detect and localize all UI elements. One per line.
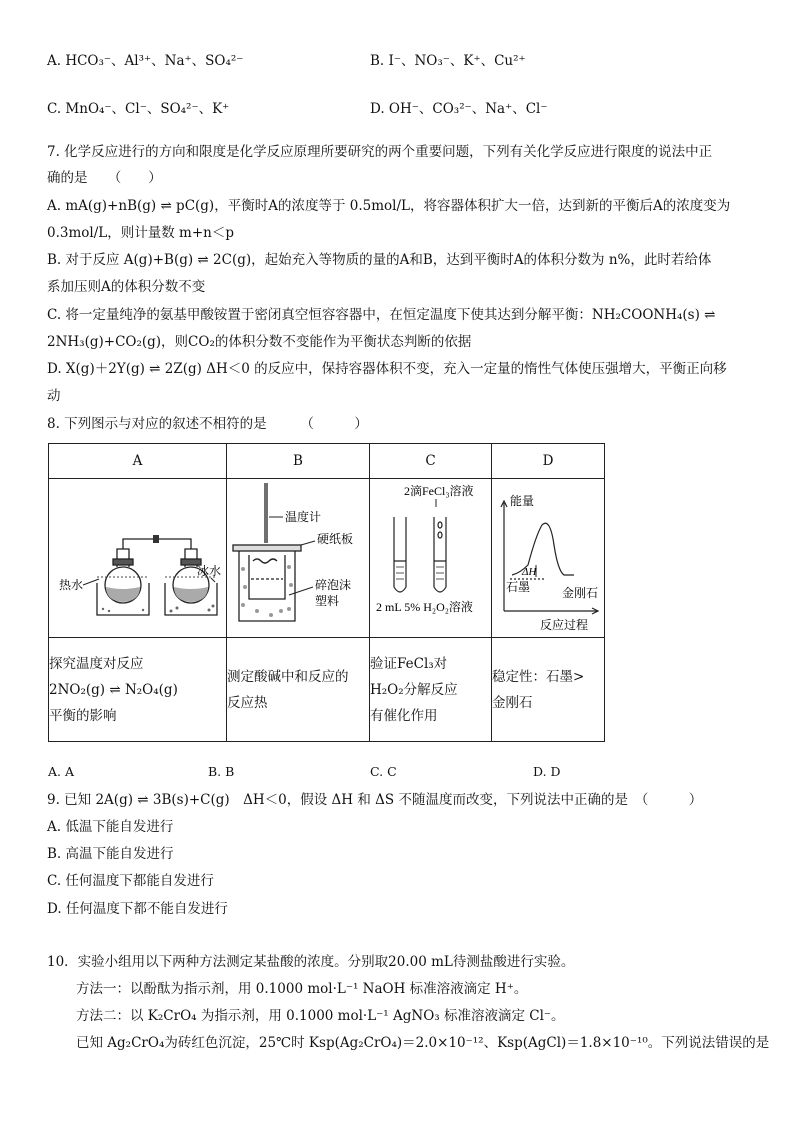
q9-option-c: C. 任何温度下都能自发进行 (47, 873, 214, 889)
desc-d-line1: 稳定性：石墨> (492, 668, 585, 685)
desc-b-line1: 测定酸碱中和反应的 (227, 668, 349, 685)
q7-option-b-line1: B. 对于反应 A(g)+B(g) ⇌ 2C(g)，起始充入等物质的量的A和B，达到平衡时A的体积分数为 n%，此时若给体 (47, 252, 712, 268)
desc-c-line1: 验证FeCl₃对 (370, 655, 448, 672)
q7-option-a-line1: A. mA(g)+nB(g) ⇌ pC(g)，平衡时A的浓度等于 0.5mol/L，将容器体积扩大一倍，达到新的平衡后A的浓度变为 (47, 198, 731, 214)
figure-a-flasks (49, 479, 226, 633)
q9-option-a: A. 低温下能自发进行 (47, 819, 174, 835)
header-a: A (49, 444, 227, 479)
figure-a-hot-water-label: 热水 (59, 578, 84, 592)
q7-option-d-line2: 动 (47, 388, 61, 404)
figure-b-cell (227, 479, 370, 638)
desc-b-cell (227, 638, 370, 742)
figure-b-lid-label: 硬纸板 (317, 532, 354, 546)
q10-method-1: 方法一：以酚酞为指示剂，用 0.1000 mol·L⁻¹ NaOH 标准溶液滴定 H⁺。 (76, 981, 528, 997)
q7-stem-line2: 确的是 （ ） (47, 170, 162, 186)
q8-answer-a: A. A (48, 764, 75, 779)
q7-option-c-line2: 2NH₃(g)+CO₂(g)，则CO₂的体积分数不变能作为平衡状态判断的依据 (47, 334, 472, 350)
figure-c-test-tubes (370, 479, 491, 633)
q6-option-c: C. MnO₄⁻、Cl⁻、SO₄²⁻、K⁺ (47, 101, 230, 117)
q9-stem: 9. 已知 2A(g) ⇌ 3B(s)+C(g) ΔH＜0，假设 ΔH 和 ΔS 不随温度而改变，下列说法中正确的是 （ ） (47, 792, 703, 808)
q8-stem: 8. 下列图示与对应的叙述不相符的是 （ ） (47, 416, 368, 432)
desc-d-cell (492, 638, 605, 742)
q6-option-b: B. I⁻、NO₃⁻、K⁺、Cu²⁺ (370, 53, 526, 69)
q9-option-d: D. 任何温度下都不能自发进行 (47, 901, 228, 917)
desc-c-line3: 有催化作用 (370, 707, 438, 724)
desc-d-line2: 金刚石 (492, 694, 533, 711)
q10-method-2: 方法二：以 K₂CrO₄ 为指示剂，用 0.1000 mol·L⁻¹ AgNO₃ 标准溶液滴定 Cl⁻。 (76, 1008, 565, 1024)
q8-figure-table (48, 443, 605, 742)
figure-d-energy-axis-label: 能量 (510, 494, 535, 508)
header-c: C (370, 444, 492, 479)
q8-answer-d: D. D (533, 764, 561, 779)
figure-a-cell (49, 479, 227, 638)
q10-known-data: 已知 Ag₂CrO₄为砖红色沉淀，25℃时 Ksp(Ag₂CrO₄)＝2.0×10⁻¹²、Ksp(AgCl)＝1.8×10⁻¹⁰。下列说法错误的是 (76, 1035, 770, 1051)
figure-d-diamond-label: 金刚石 (562, 586, 599, 600)
figure-b-calorimeter (227, 479, 369, 633)
q7-option-b-line2: 系加压则A的体积分数不变 (47, 279, 206, 295)
desc-b-line2: 反应热 (227, 694, 268, 711)
figure-a-ice-water-label: 冰水 (197, 564, 222, 578)
figure-d-graphite-label: 石墨 (506, 580, 531, 594)
figure-b-foam-label-1: 碎泡沫 (315, 578, 352, 592)
q8-answer-c: C. C (370, 764, 397, 779)
q7-option-a-line2: 0.3mol/L，则计量数 m+n＜p (47, 225, 234, 241)
desc-c-line2: H₂O₂分解反应 (370, 681, 458, 698)
q9-option-b: B. 高温下能自发进行 (47, 846, 174, 862)
header-d: D (492, 444, 605, 479)
figure-c-fecl3-label: 2滴FeCl₃溶液 (404, 484, 474, 498)
desc-a-cell (49, 638, 227, 742)
figure-d-delta-h-label: ΔH (522, 566, 537, 578)
figure-b-foam-label-2: 塑料 (315, 594, 340, 608)
q6-option-a: A. HCO₃⁻、Al³⁺、Na⁺、SO₄²⁻ (47, 53, 244, 69)
desc-a-line1: 探究温度对反应 (49, 655, 144, 672)
q7-option-d-line1: D. X(g)＋2Y(g) ⇌ 2Z(g) ΔH＜0 的反应中，保持容器体积不变，充入一定量的惰性气体使压强增大，平衡正向移 (47, 361, 727, 377)
figure-b-thermometer-label: 温度计 (285, 510, 322, 524)
q7-stem-line1: 7. 化学反应进行的方向和限度是化学反应原理所要研究的两个重要问题，下列有关化学反应进行限度的说法中正 (47, 144, 713, 160)
desc-a-line3: 平衡的影响 (49, 707, 117, 724)
figure-d-energy-diagram (492, 479, 604, 633)
figure-c-cell (370, 479, 492, 638)
figure-d-cell (492, 479, 605, 638)
header-b: B (227, 444, 370, 479)
q7-option-c-line1: C. 将一定量纯净的氨基甲酸铵置于密闭真空恒容容器中，在恒定温度下使其达到分解平衡：NH₂COONH₄(s) ⇌ (47, 307, 716, 323)
q8-answer-b: B. B (208, 764, 235, 779)
q6-option-d: D. OH⁻、CO₃²⁻、Na⁺、Cl⁻ (370, 101, 548, 117)
figure-c-h2o2-label: 2 mL 5% H₂O₂溶液 (376, 600, 473, 614)
desc-a-line2: 2NO₂(g) ⇌ N₂O₄(g) (49, 681, 178, 698)
desc-c-cell (370, 638, 492, 742)
q10-stem: 10．实验小组用以下两种方法测定某盐酸的浓度。分别取20.00 mL待测盐酸进行实验。 (47, 954, 575, 970)
figure-d-reaction-axis-label: 反应过程 (540, 618, 589, 632)
